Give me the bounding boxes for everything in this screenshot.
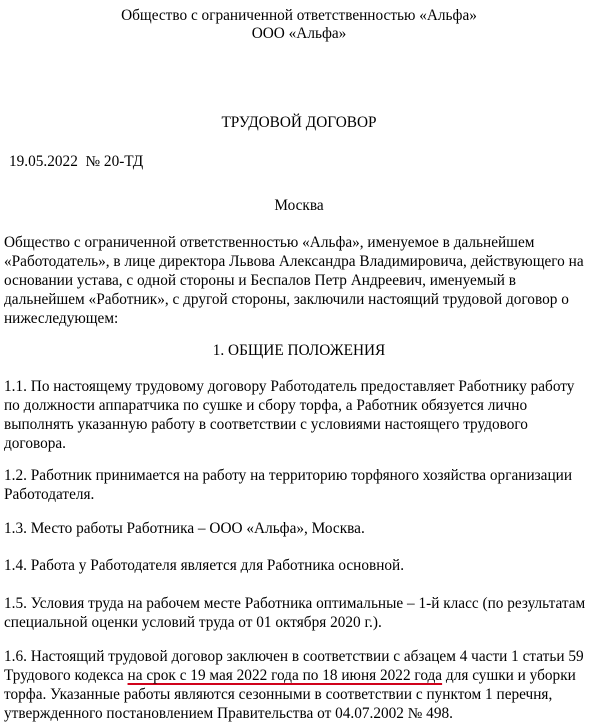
- intro-paragraph: Общество с ограниченной ответственностью «Альфа», именуемое в дальнейшем «Работодатель», в лице директора Львова Александра Владимировича, действующего на основании устава, с одной стороны и Беспалов Петр Андреевич, именуемый в дальнейшем «Работник», с другой стороны, заключили настоящий трудовой договор о нижеследующем:: [4, 234, 584, 327]
- document-number: № 20-ТД: [85, 153, 144, 170]
- clause-1-6: [4, 647, 592, 723]
- clause-1-1: 1.1. По настоящему трудовому договору Работодатель предоставляет Работнику работу по должности аппаратчика по сушке и сбору торфа, а Работник обязуется лично выполнять указанную работу в соответствии с условиями настоящего трудового договора.: [4, 378, 575, 452]
- clause-1-2: 1.2. Работник принимается на работу на территорию торфяного хозяйства организации Работодателя.: [4, 467, 573, 503]
- clause-1-4: 1.4. Работа у Работодателя является для Работника основной.: [4, 557, 405, 574]
- org-short-name: ООО «Альфа»: [251, 25, 347, 42]
- document-title: ТРУДОВОЙ ДОГОВОР: [221, 114, 377, 131]
- document-date: 19.05.2022: [9, 153, 78, 170]
- document-city: Москва: [274, 197, 324, 214]
- clause-1-5: 1.5. Условия труда на рабочем месте Работника оптимальные – 1-й класс (по результатам специальной оценки условий труда от 01 октября 2020 г.).: [4, 595, 586, 631]
- document-meta: [9, 152, 143, 171]
- org-full-name: Общество с ограниченной ответственностью «Альфа»: [121, 7, 477, 24]
- section-1-title: 1. ОБЩИЕ ПОЛОЖЕНИЯ: [212, 342, 386, 359]
- contract-term-highlight: на срок с 19 мая 2022 года по 18 июня 2022 года: [127, 667, 443, 684]
- clause-1-6-before: 1.6. Настоящий трудовой договор заключен в соответствии с абзацем 4 части 1 статьи 59 Трудового кодекса: [4, 648, 584, 684]
- clause-1-3: 1.3. Место работы Работника – ООО «Альфа», Москва.: [4, 520, 365, 537]
- clause-1-6-after: для сушки и уборки торфа. Указанные работы являются сезонными в соответствии с пунктом 1 перечня, утвержденного постановлением Правительства от 04.07.2002 № 498.: [4, 667, 576, 722]
